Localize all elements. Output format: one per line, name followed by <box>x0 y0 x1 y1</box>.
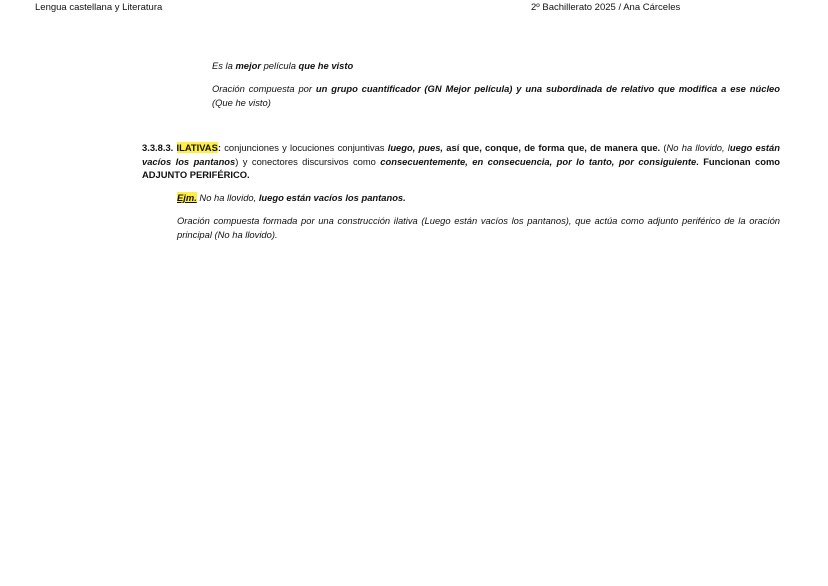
example-sentence-ilativa <box>177 191 780 205</box>
section-bold: así que, conque, de forma que, de manera que. <box>443 142 661 153</box>
analysis-bold: un grupo cuantificador (GN Mejor película) y una subordinada de relativo que modifica a ese núcleo <box>315 83 780 94</box>
section-colon: : <box>217 142 221 153</box>
example-italic: No ha llovido, <box>196 192 259 203</box>
example-text: película <box>260 60 299 71</box>
analysis-text: Oración compuesta por <box>212 83 316 94</box>
example-bold: que he visto <box>298 60 354 71</box>
analysis-relative <box>212 82 780 109</box>
example-bold: mejor <box>235 60 261 71</box>
section-bold: . Funcionan como ADJUNTO PERIFÉRICO. <box>142 155 781 180</box>
section-number: 3.3.8.3. <box>142 142 177 153</box>
section-ilativas <box>142 141 780 182</box>
section-text: conjunciones y locuciones conjuntivas <box>220 142 388 153</box>
analysis-text: (Que he visto) <box>212 96 271 108</box>
section-text: ) y conectores discursivos como <box>235 155 381 167</box>
section-bold-italic: consecuentemente, en consecuencia, por lo tanto, por consiguiente <box>380 155 697 167</box>
example-text: Es la <box>212 60 236 71</box>
section-italic: No ha llovido, l <box>666 142 730 153</box>
header-course-author: 2º Bachillerato 2025 / Ana Cárceles <box>531 2 681 13</box>
section-bold-italic: luego, pues, <box>387 142 444 153</box>
section-title: ILATIVAS <box>176 142 218 153</box>
section-text: ( <box>660 142 667 153</box>
example-label: Ejm. <box>177 192 197 203</box>
example-bold-italic: luego están vacíos los pantanos. <box>258 192 406 203</box>
section-bold-italic: uego están vacíos los pantanos <box>142 142 780 167</box>
example-sentence-relative <box>212 59 780 73</box>
header-subject: Lengua castellana y Literatura <box>35 2 163 13</box>
analysis-ilativa: Oración compuesta formada por una construcción ilativa (Luego están vacíos los pantanos), que actúa como adjunto periférico de la oración principal (No ha llovido). <box>177 215 780 240</box>
